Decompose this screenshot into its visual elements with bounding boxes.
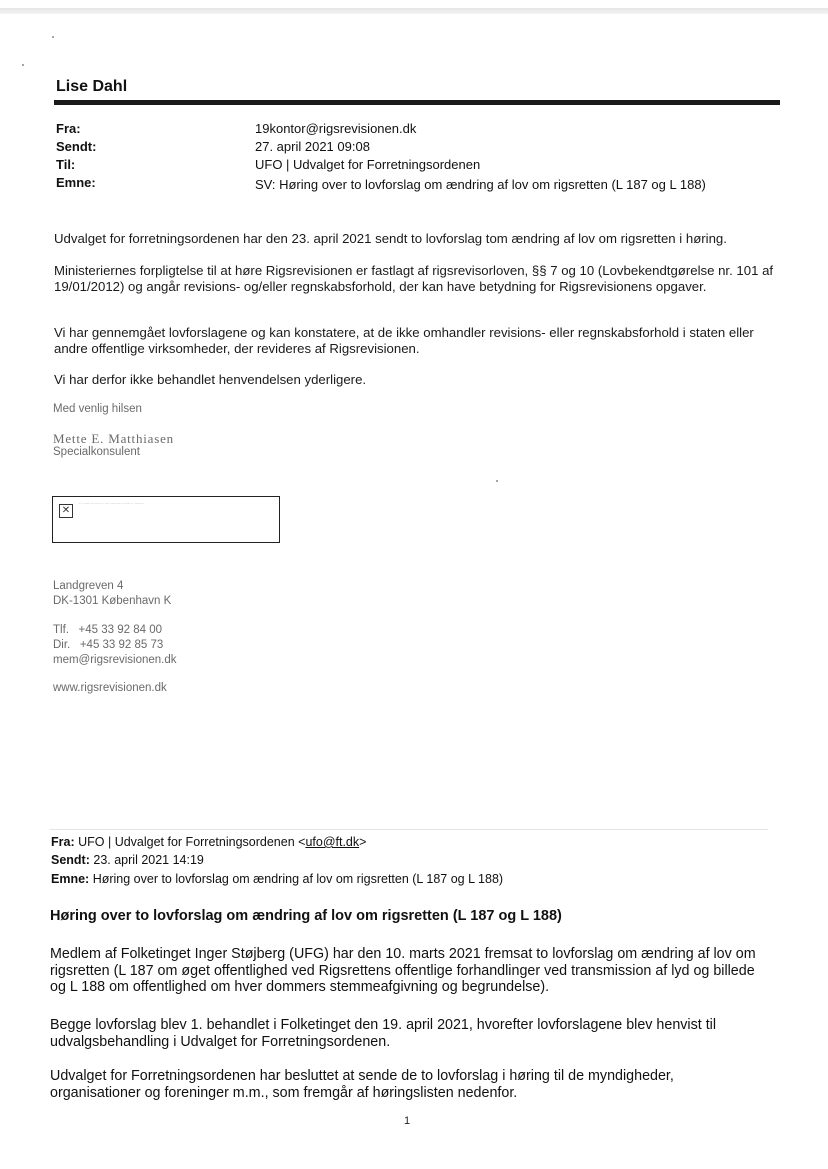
forward-subject: Høring over to lovforslag om ændring af lov om rigsretten (L 187 og L 188) (92, 872, 504, 886)
scan-top-edge (0, 8, 828, 14)
scan-speck (496, 480, 498, 482)
signature-email[interactable]: mem@rigsrevisionen.dk (53, 654, 177, 666)
address-line-1: Landgreven 4 (53, 580, 124, 592)
forward-sent-line: Sendt: 23. april 2021 14:19 (51, 853, 204, 867)
subject-value: SV: Høring over to lovforslag om ændring af lov om rigsretten (L 187 og L 188) (255, 177, 706, 192)
forward-paragraph-1: Medlem af Folketinget Inger Støjberg (UFG) har den 10. marts 2021 fremsat to lovforslag om ændring af lov om rigsretten (L 187 om øget offentlighed ved Rigsrettens offentlige forhandlinger ved transmission af lyd og billede og L 188 om offentlighed om hver dommers stemmeafgivning og begrundelse). (50, 946, 756, 995)
from-value[interactable]: 19kontor@rigsrevisionen.dk (255, 121, 417, 136)
to-value[interactable]: UFO | Udvalget for Forretningsordenen (255, 157, 481, 172)
forward-separator (50, 829, 768, 830)
body-paragraph-3: Vi har gennemgået lovforslagene og kan konstatere, at de ikke omhandler revisions- eller regnskabsforhold i staten eller andre offentlige virksomheder, der revideres af Rigsrevisionen. (54, 325, 754, 356)
to-label: Til: (56, 157, 76, 172)
body-paragraph-2: Ministeriernes forpligtelse til at høre Rigsrevisionen er fastlagt af rigsrevisorloven, §§ 7 og 10 (Lovbekendtgørelse nr. 101 af 19/01/2012) og angår revisions- og/eller regnskabsforhold, der kan have betydning for Rigsrevisionens opgaver. (54, 263, 774, 294)
forward-heading: Høring over to lovforslag om ændring af lov om rigsretten (L 187 og L 188) (50, 908, 562, 924)
address-line-2: DK-1301 København K (53, 595, 172, 607)
signature-website[interactable]: www.rigsrevisionen.dk (53, 682, 167, 694)
sent-label: Sendt: (56, 139, 97, 154)
forward-sent: 23. april 2021 14:19 (93, 853, 204, 867)
logo-alt-text: ·· ·········· ······ · ···· ········· ······· ·· ········ (79, 502, 144, 506)
signature-name: Mette E. Matthiasen (53, 431, 174, 446)
direct-phone-line: Dir. +45 33 92 85 73 (53, 639, 164, 651)
from-label: Fra: (56, 121, 81, 136)
signature-logo-placeholder (52, 496, 280, 543)
page-number: 1 (404, 1115, 411, 1127)
signature-greeting: Med venlig hilsen (53, 403, 142, 415)
forward-from-line: Fra: UFO | Udvalget for Forretningsordenen <ufo@ft.dk> (51, 835, 367, 849)
forward-paragraph-2: Begge lovforslag blev 1. behandlet i Folketinget den 19. april 2021, hvorefter lovforslagene blev henvist til udvalgsbehandling i Udvalget for Forretningsordenen. (50, 1017, 717, 1050)
sender-name: Lise Dahl (56, 78, 128, 95)
sent-value: 27. april 2021 09:08 (255, 139, 370, 154)
phone-line: Tlf. +45 33 92 84 00 (53, 624, 163, 636)
scan-speck (22, 64, 24, 66)
forward-from: UFO | Udvalget for Forretningsordenen (78, 835, 295, 849)
forward-paragraph-3: Udvalget for Forretningsordenen har besluttet at sende de to lovforslag i høring til de myndigheder, organisationer og foreninger m.m., som fremgår af høringslisten nedenfor. (50, 1068, 674, 1101)
forward-from-email-link[interactable]: ufo@ft.dk (305, 835, 360, 849)
subject-label: Emne: (56, 175, 96, 190)
body-paragraph-4: Vi har derfor ikke behandlet henvendelsen yderligere. (54, 372, 367, 387)
body-paragraph-1: Udvalget for forretningsordenen har den 23. april 2021 sendt to lovforslag tom ændring af lov om rigsretten i høring. (54, 231, 727, 246)
scan-speck (52, 36, 54, 38)
broken-image-icon: ✕ (59, 504, 73, 518)
forward-subject-line: Emne: Høring over to lovforslag om ændring af lov om rigsretten (L 187 og L 188) (51, 872, 504, 886)
header-rule (54, 100, 780, 105)
signature-title: Specialkonsulent (53, 446, 140, 458)
